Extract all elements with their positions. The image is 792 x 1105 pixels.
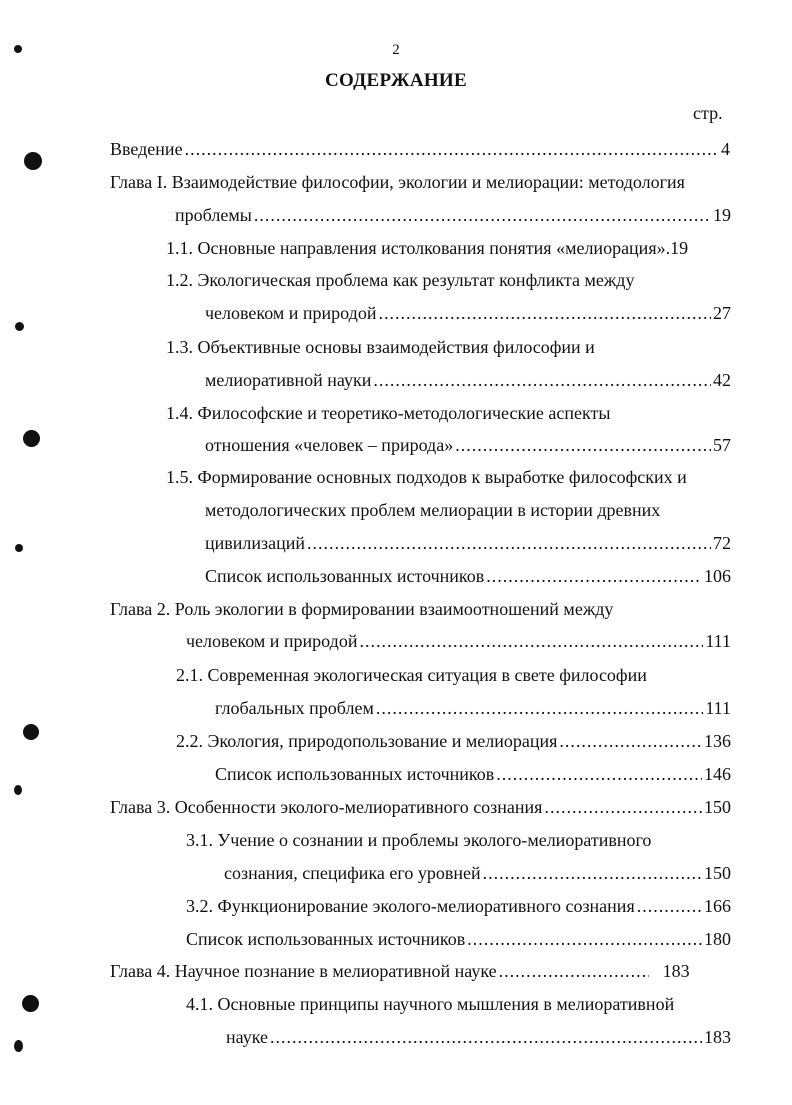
toc-page-number: 72 (713, 533, 731, 553)
leader-dots (483, 862, 702, 884)
toc-entry-text: Список использованных источников (205, 566, 485, 586)
toc-entry-text: Глава 3. Особенности эколого-мелиоративного сознания (110, 797, 543, 817)
leader-dots (455, 434, 711, 456)
page-number: 2 (392, 42, 400, 58)
leader-dots (499, 960, 649, 982)
toc-entry-sources-1 (205, 565, 731, 587)
leader-dots (544, 796, 702, 818)
toc-entry-text: отношения «человек – природа» (205, 435, 454, 455)
toc-entry-text: Список использованных источников (215, 764, 495, 784)
leader-dots (373, 369, 711, 391)
punch-hole-mark (15, 544, 23, 552)
toc-entry-1-4 (205, 434, 731, 456)
toc-entry-text: мелиоративной науки (205, 370, 372, 390)
toc-entry-1-5 (205, 532, 731, 554)
toc-entry-text: человеком и природой (205, 303, 377, 323)
toc-page-number: 106 (704, 566, 731, 586)
toc-page-number: 19 (670, 238, 689, 258)
leader-dots (185, 138, 719, 160)
toc-entry-text: человеком и природой (186, 631, 358, 651)
toc-entry-sources-3 (186, 928, 731, 950)
punch-hole-mark (15, 322, 24, 331)
toc-entry-text: Введение (110, 139, 183, 159)
toc-page-number: 111 (705, 631, 731, 651)
toc-entry-2-1-line1: 2.1. Современная экологическая ситуация в свете философии (176, 665, 647, 685)
leader-dots (270, 1026, 702, 1048)
toc-page-number: 146 (704, 764, 731, 784)
toc-chapter-2-line1: Глава 2. Роль экологии в формировании взаимоотношений между (110, 599, 614, 619)
punch-hole-mark (14, 45, 22, 53)
leader-dots (254, 204, 711, 226)
toc-entry-1-2 (205, 302, 731, 324)
toc-entry-text: сознания, специфика его уровней (224, 863, 481, 883)
toc-entry-1-3 (205, 369, 731, 391)
toc-entry-text: проблемы (175, 205, 252, 225)
toc-entry-1-3-line1: 1.3. Объективные основы взаимодействия философии и (166, 337, 595, 357)
leader-dots (378, 302, 711, 324)
toc-entry-4-1-line1: 4.1. Основные принципы научного мышления в мелиоративной (186, 994, 675, 1014)
leader-dots (376, 697, 703, 719)
toc-entry-chapter-2 (186, 630, 731, 652)
toc-page-number: 111 (705, 698, 731, 718)
toc-entry-text: цивилизаций (205, 533, 306, 553)
punch-hole-mark (22, 995, 39, 1012)
punch-hole-mark (14, 1040, 23, 1052)
leader-dots (486, 565, 702, 587)
toc-page-number: 19 (713, 205, 731, 225)
toc-page-number: 136 (704, 731, 731, 751)
toc-entry-text: 3.2. Функционирование эколого-мелиоративного сознания (186, 896, 635, 916)
punch-hole-mark (23, 430, 40, 447)
leader-dots (559, 730, 702, 752)
leader-dots (496, 763, 702, 785)
punch-hole-mark (14, 785, 22, 795)
toc-entry-text: Список использованных источников (186, 929, 466, 949)
toc-entry-text: науке (226, 1027, 268, 1047)
toc-entry-2-2 (176, 730, 731, 752)
toc-entry-introduction (110, 138, 730, 160)
toc-entry-chapter-3 (110, 796, 731, 818)
toc-entry-sources-2 (215, 763, 731, 785)
toc-page-number: 150 (704, 863, 731, 883)
toc-entry-4-1 (226, 1026, 731, 1048)
toc-page-number: 27 (713, 303, 731, 323)
toc-entry-3-2 (186, 895, 731, 917)
punch-hole-mark (23, 724, 39, 740)
toc-page-number: 42 (713, 370, 731, 390)
toc-entry-1-5-line2: методологических проблем мелиорации в истории древних (205, 500, 661, 520)
toc-page-number: 180 (704, 929, 731, 949)
toc-entry-chapter-4 (110, 960, 731, 982)
toc-page-number: 4 (721, 139, 730, 159)
toc-page-number: 183 (704, 1027, 731, 1047)
punch-hole-mark (24, 152, 42, 170)
page-title: СОДЕРЖАНИЕ (325, 70, 467, 91)
toc-entry-text: глобальных проблем (215, 698, 374, 718)
toc-page-number: 57 (713, 435, 731, 455)
toc-page-number: 183 (662, 961, 690, 981)
toc-entry-1-4-line1: 1.4. Философские и теоретико-методологические аспекты (166, 403, 611, 423)
toc-entry-3-1 (224, 862, 731, 884)
leader-dots (359, 630, 703, 652)
toc-entry-1-1 (166, 237, 731, 259)
toc-page-number: 150 (704, 797, 731, 817)
toc-entry-text: 2.2. Экология, природопользование и мелиорация (176, 731, 558, 751)
leader-dots (637, 895, 702, 917)
toc-entry-1-5-line1: 1.5. Формирование основных подходов к выработке философских и (166, 467, 687, 487)
toc-entry-text: Глава 4. Научное познание в мелиоративной науке (110, 961, 497, 981)
toc-entry-chapter-1 (175, 204, 731, 226)
leader-dots (307, 532, 711, 554)
toc-page-number: 166 (704, 896, 731, 916)
toc-entry-text: 1.1. Основные направления истолкования понятия «мелиорация». (166, 238, 671, 258)
leader-dots (467, 928, 702, 950)
toc-entry-2-1 (215, 697, 731, 719)
toc-chapter-1-line1: Глава I. Взаимодействие философии, экологии и мелиорации: методология (110, 172, 685, 192)
toc-entry-3-1-line1: 3.1. Учение о сознании и проблемы эколого-мелиоративного (186, 830, 652, 850)
toc-entry-1-2-line1: 1.2. Экологическая проблема как результат конфликта между (166, 270, 635, 290)
page-column-label: стр. (693, 103, 723, 123)
